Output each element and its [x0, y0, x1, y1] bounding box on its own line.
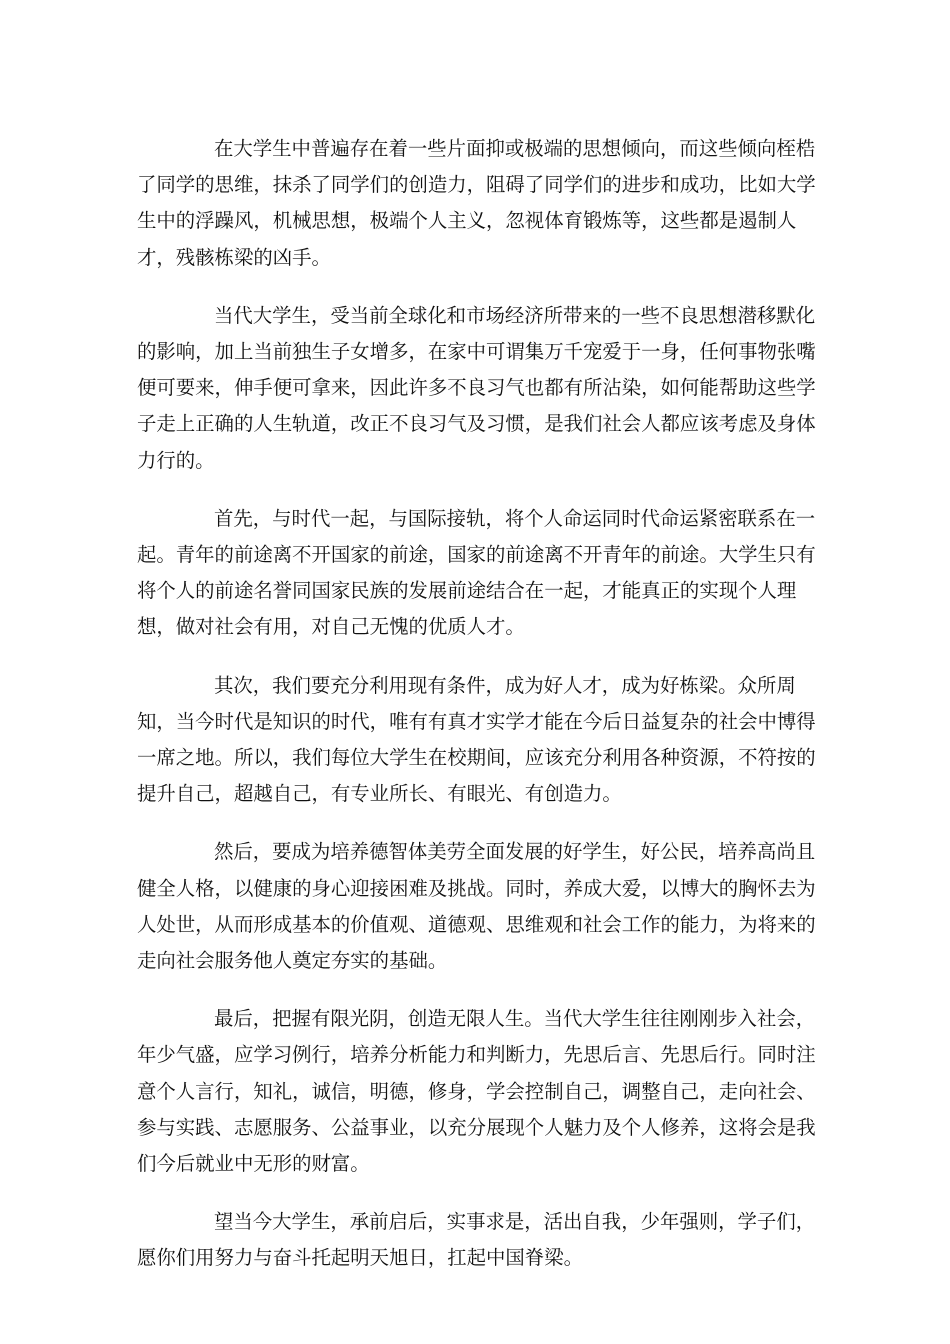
- paragraph-7: 望当今大学生，承前启后，实事求是，活出自我，少年强则，学子们，愿你们用努力与奋斗托起明天旭日，扛起中国脊梁。: [137, 1210, 816, 1270]
- paragraph-5: 然后，要成为培养德智体美劳全面发展的好学生，好公民，培养高尚且健全人格，以健康的身心迎接困难及挑战。同时，养成大爱，以博大的胸怀去为人处世，从而形成基本的价值观、道德观、思维观和社会工作的能力，为将来的走向社会服务他人奠定夯实的基础。: [137, 840, 816, 973]
- paragraph-1: 在大学生中普遍存在着一些片面抑或极端的思想倾向，而这些倾向桎梏了同学的思维，抹杀了同学们的创造力，阻碍了同学们的进步和成功，比如大学生中的浮躁风，机械思想，极端个人主义，忽视体育锻炼等，这些都是遏制人才，残骸栋梁的凶手。: [137, 137, 816, 269]
- paragraph-4: 其次，我们要充分利用现有条件，成为好人才，成为好栋梁。众所周知，当今时代是知识的时代，唯有有真才实学才能在今后日益复杂的社会中博得一席之地。所以，我们每位大学生在校期间，应该充分利用各种资源，不符按的提升自己，超越自己，有专业所长、有眼光、有创造力。: [137, 673, 816, 806]
- paragraph-2: 当代大学生，受当前全球化和市场经济所带来的一些不良思想潜移默化的影响，加上当前独生子女增多，在家中可谓集万千宠爱于一身，任何事物张嘴便可要来，伸手便可拿来，因此许多不良习气也都有所沾染，如何能帮助这些学子走上正确的人生轨道，改正不良习气及习惯，是我们社会人都应该考虑及身体力行的。: [137, 303, 816, 472]
- paragraph-3: 首先，与时代一起，与国际接轨，将个人命运同时代命运紧密联系在一起。青年的前途离不开国家的前途，国家的前途离不开青年的前途。大学生只有将个人的前途名誉同国家民族的发展前途结合在一起，才能真正的实现个人理想，做对社会有用，对自己无愧的优质人才。: [137, 506, 816, 639]
- document-body: [137, 131, 817, 1299]
- paragraph-6: 最后，把握有限光阴，创造无限人生。当代大学生往往刚刚步入社会，年少气盛，应学习例行，培养分析能力和判断力，先思后言、先思后行。同时注意个人言行，知礼，诚信，明德，修身，学会控制自己，调整自己，走向社会、参与实践、志愿服务、公益事业，以充分展现个人魅力及个人修养，这将会是我们今后就业中无形的财富。: [137, 1007, 816, 1176]
